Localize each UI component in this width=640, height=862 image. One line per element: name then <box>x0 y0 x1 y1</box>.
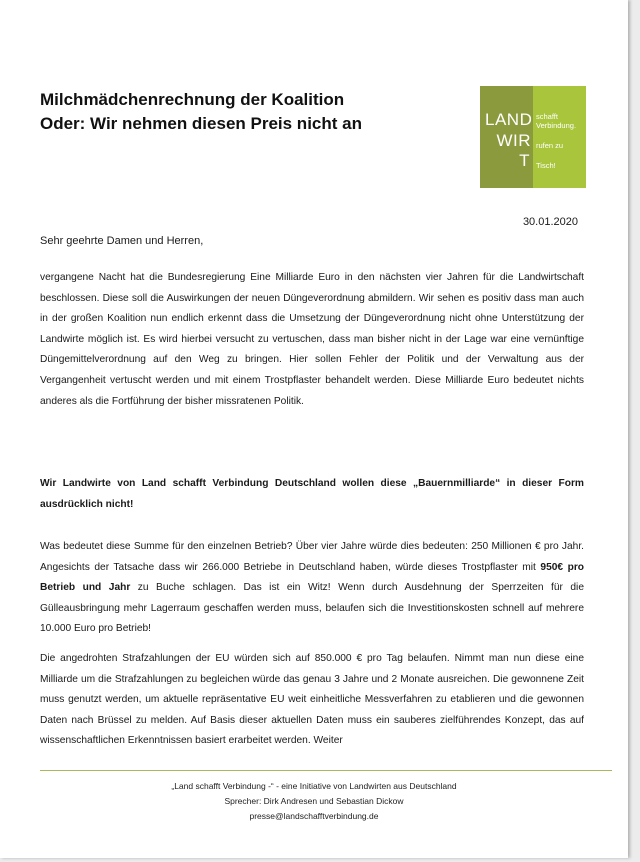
page-footer <box>0 779 628 824</box>
paragraph-3-part-2: zu Buche schlagen. Das ist ein Witz! Wenn durch Ausdehnung der Sperrzeiten für die Gülleausbringung mehr Lagerraum geschaffen werden muss, belaufen sich die Investitionskosten schnell auf mehrere 10.000 Euro pro Betrieb! <box>40 582 584 635</box>
page-title <box>40 88 362 136</box>
logo-text-schafft: schafft <box>536 112 558 121</box>
paragraph-4-text: Die angedrohten Strafzahlungen der EU würden sich auf 850.000 € pro Tag belaufen. Nimmt man nun diese eine Milliarde um die Strafzahlungen zu begleichen würde das genau 3 Jahre und 2 Monate ausreichen. Die gewonnene Zeit muss genutzt werden, um aktuelle repräsentative EU weit einheitliche Messverfahren zu etablieren und die gewonnen Daten nach Brüssel zu melden. Auf Basis dieser aktuellen Daten muss ein sauberes zielführendes Konzept, das auf wissenschaftlichen Erkenntnissen basiert erarbeitet werden. Weiter <box>40 653 584 747</box>
logo-text-rufen-zu: rufen zu <box>536 141 564 150</box>
logo-text-verbindung: Verbindung. <box>536 121 577 130</box>
paragraph-1-text: vergangene Nacht hat die Bundesregierung Eine Milliarde Euro in den nächsten vier Jahren für die Landwirtschaft beschlossen. Diese soll die Auswirkungen der neuen Düngeverordnung abmildern. Wir sehen es positiv dass man auch in der großen Koalition nun endlich erkennt dass die Umsetzung der Düngeverordnung nicht ohne Unterstützung der Landwirte möglich ist. Es wird hierbei versucht zu vertuschen, dass man bisher nicht in der Lage war eine vernünftige Düngemittelverordnung auf den Weg zu bringen. Hier sollen Fehler der Politik und der Verwaltung aus der Vergangenheit vertuscht werden und mit einem Trostpflaster behandelt werden. Diese Milliarde Euro bedeutet nichts anderes als die Fortführung der bisher missratenen Politik. <box>40 272 584 407</box>
logo-light-panel <box>533 86 586 188</box>
footer-divider <box>40 770 612 771</box>
paragraph-1 <box>40 268 584 412</box>
letter-date: 30.01.2020 <box>522 216 578 228</box>
title-line-2: Oder: Wir nehmen diesen Preis nicht an <box>40 114 362 133</box>
paragraph-3-bold: 950€ pro Betrieb und Jahr <box>40 561 585 594</box>
footer-line-1: „Land schafft Verbindung -“ - eine Initiative von Landwirten aus Deutschland <box>171 781 457 791</box>
logo-dark-panel <box>480 86 533 188</box>
paragraph-3-text <box>40 537 584 640</box>
paragraph-2-statement <box>40 474 584 515</box>
logo-word-t: T <box>519 151 530 170</box>
footer-line-2: Sprecher: Dirk Andresen und Sebastian Dickow <box>224 796 404 806</box>
logo-word-wir: WIR <box>496 131 531 150</box>
logo-word-land: LAND <box>485 110 533 129</box>
paragraph-3 <box>40 537 584 640</box>
title-line-1: Milchmädchenrechnung der Koalition <box>40 90 345 109</box>
salutation: Sehr geehrte Damen und Herren, <box>40 235 204 247</box>
paragraph-4 <box>40 649 584 752</box>
paragraph-2-text: Wir Landwirte von Land schafft Verbindung Deutschland wollen diese „Bauernmilliarde“ in dieser Form ausdrücklich nicht! <box>40 478 584 510</box>
footer-email: presse@landschafftverbindung.de <box>249 811 379 821</box>
land-schafft-verbindung-logo <box>480 86 586 188</box>
paragraph-3-part-1: Was bedeutet diese Summe für den einzelnen Betrieb? Über vier Jahre würde dies bedeuten: 250 Millionen € pro Jahr. Angesichts der Tatsache dass wir 266.000 Betriebe in Deutschland haben, würde dieses Trostpflaster mit <box>40 541 584 573</box>
logo-text-tisch: Tisch! <box>536 161 556 170</box>
